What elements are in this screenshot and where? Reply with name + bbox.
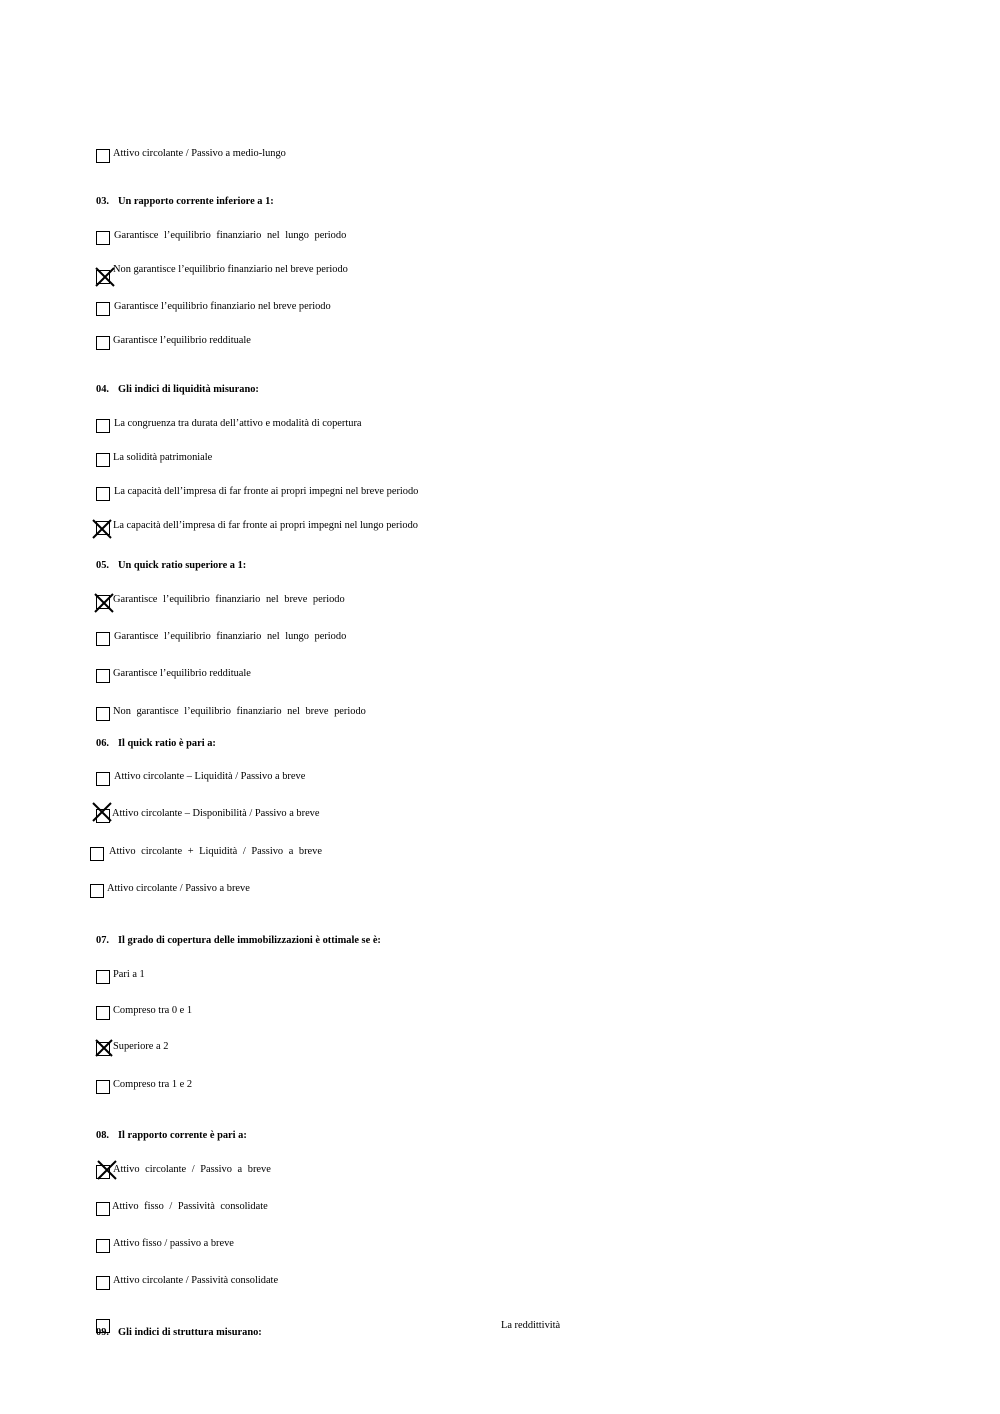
option-label: La solidità patrimoniale xyxy=(113,452,213,463)
checkbox[interactable] xyxy=(96,632,110,646)
option-label: Attivo circolante / Passivo a breve xyxy=(113,1164,271,1175)
checkbox[interactable] xyxy=(96,231,110,245)
checkbox[interactable] xyxy=(96,1006,110,1020)
question-text: Un quick ratio superiore a 1: xyxy=(118,560,247,571)
checkbox[interactable] xyxy=(96,149,110,163)
checkbox[interactable] xyxy=(96,707,110,721)
question-text: Il grado di copertura delle immobilizzazioni è ottimale se è: xyxy=(118,935,381,946)
question-07-title xyxy=(96,935,381,946)
option-label: La capacità dell’impresa di far fronte ai propri impegni nel breve periodo xyxy=(114,486,419,497)
option-label: Garantisce l’equilibrio finanziario nel breve periodo xyxy=(113,594,345,605)
checkbox[interactable] xyxy=(96,772,110,786)
stray-option-text: La reddittività xyxy=(501,1320,561,1331)
option-label: Pari a 1 xyxy=(113,969,145,980)
question-text: Il quick ratio è pari a: xyxy=(118,738,216,749)
option-label: Attivo circolante / Passivo a medio-lungo xyxy=(113,148,286,159)
x-mark-icon xyxy=(91,801,113,823)
checkbox[interactable] xyxy=(96,669,110,683)
question-04-title xyxy=(96,384,259,395)
checkbox[interactable] xyxy=(96,336,110,350)
checkbox[interactable] xyxy=(96,1202,110,1216)
option-label: Garantisce l’equilibrio finanziario nel lungo periodo xyxy=(114,631,347,642)
option-label: Superiore a 2 xyxy=(113,1041,169,1052)
option-label: Attivo fisso / passivo a breve xyxy=(113,1238,234,1249)
question-number: 06. xyxy=(96,738,109,749)
question-text: Il rapporto corrente è pari a: xyxy=(118,1130,247,1141)
checkbox[interactable] xyxy=(96,487,110,501)
x-mark-icon xyxy=(94,1038,114,1058)
question-number: 07. xyxy=(96,935,109,946)
question-number: 03. xyxy=(96,196,109,207)
checkbox[interactable] xyxy=(96,419,110,433)
checkbox[interactable] xyxy=(96,302,110,316)
checkbox[interactable] xyxy=(90,847,104,861)
checkbox[interactable] xyxy=(96,1239,110,1253)
question-text: Un rapporto corrente inferiore a 1: xyxy=(118,196,274,207)
checkbox[interactable] xyxy=(96,970,110,984)
option-label: Compreso tra 0 e 1 xyxy=(113,1005,193,1016)
checkbox[interactable] xyxy=(90,884,104,898)
option-label: Attivo circolante / Passività consolidate xyxy=(113,1275,279,1286)
option-label: Compreso tra 1 e 2 xyxy=(113,1079,193,1090)
option-label: Attivo circolante – Liquidità / Passivo a breve xyxy=(114,771,306,782)
option-label: Garantisce l’equilibrio finanziario nel lungo periodo xyxy=(114,230,347,241)
checkbox[interactable] xyxy=(96,453,110,467)
x-mark-icon xyxy=(91,518,113,540)
question-text: Gli indici di struttura misurano: xyxy=(118,1327,262,1338)
question-number: 08. xyxy=(96,1130,109,1141)
question-number: 09. xyxy=(96,1327,109,1338)
option-label: Garantisce l’equilibrio finanziario nel breve periodo xyxy=(114,301,331,312)
question-06-title xyxy=(96,738,216,749)
option-label: Attivo circolante – Disponibilità / Passivo a breve xyxy=(112,808,320,819)
question-number: 05. xyxy=(96,560,109,571)
option-label: Attivo circolante / Passivo a breve xyxy=(107,883,250,894)
option-label: Non garantisce l’equilibrio finanziario nel breve periodo xyxy=(113,706,366,717)
question-08-title xyxy=(96,1130,247,1141)
option-label: La capacità dell’impresa di far fronte ai propri impegni nel lungo periodo xyxy=(113,520,418,531)
option-label: Non garantisce l’equilibrio finanziario nel breve periodo xyxy=(113,264,348,275)
option-label: Attivo fisso / Passività consolidate xyxy=(112,1201,268,1212)
question-text: Gli indici di liquidità misurano: xyxy=(118,384,259,395)
checkbox[interactable] xyxy=(96,1080,110,1094)
question-03-title xyxy=(96,196,274,207)
question-number: 04. xyxy=(96,384,109,395)
option-label: Attivo circolante + Liquidità / Passivo a breve xyxy=(109,846,322,857)
x-mark-icon xyxy=(93,592,115,614)
option-label: La congruenza tra durata dell’attivo e modalità di copertura xyxy=(114,418,362,429)
question-05-title xyxy=(96,560,246,571)
option-label: Garantisce l’equilibrio reddituale xyxy=(113,668,251,679)
checkbox[interactable] xyxy=(96,1276,110,1290)
question-09-title xyxy=(96,1327,262,1338)
option-label: Garantisce l’equilibrio reddituale xyxy=(113,335,251,346)
